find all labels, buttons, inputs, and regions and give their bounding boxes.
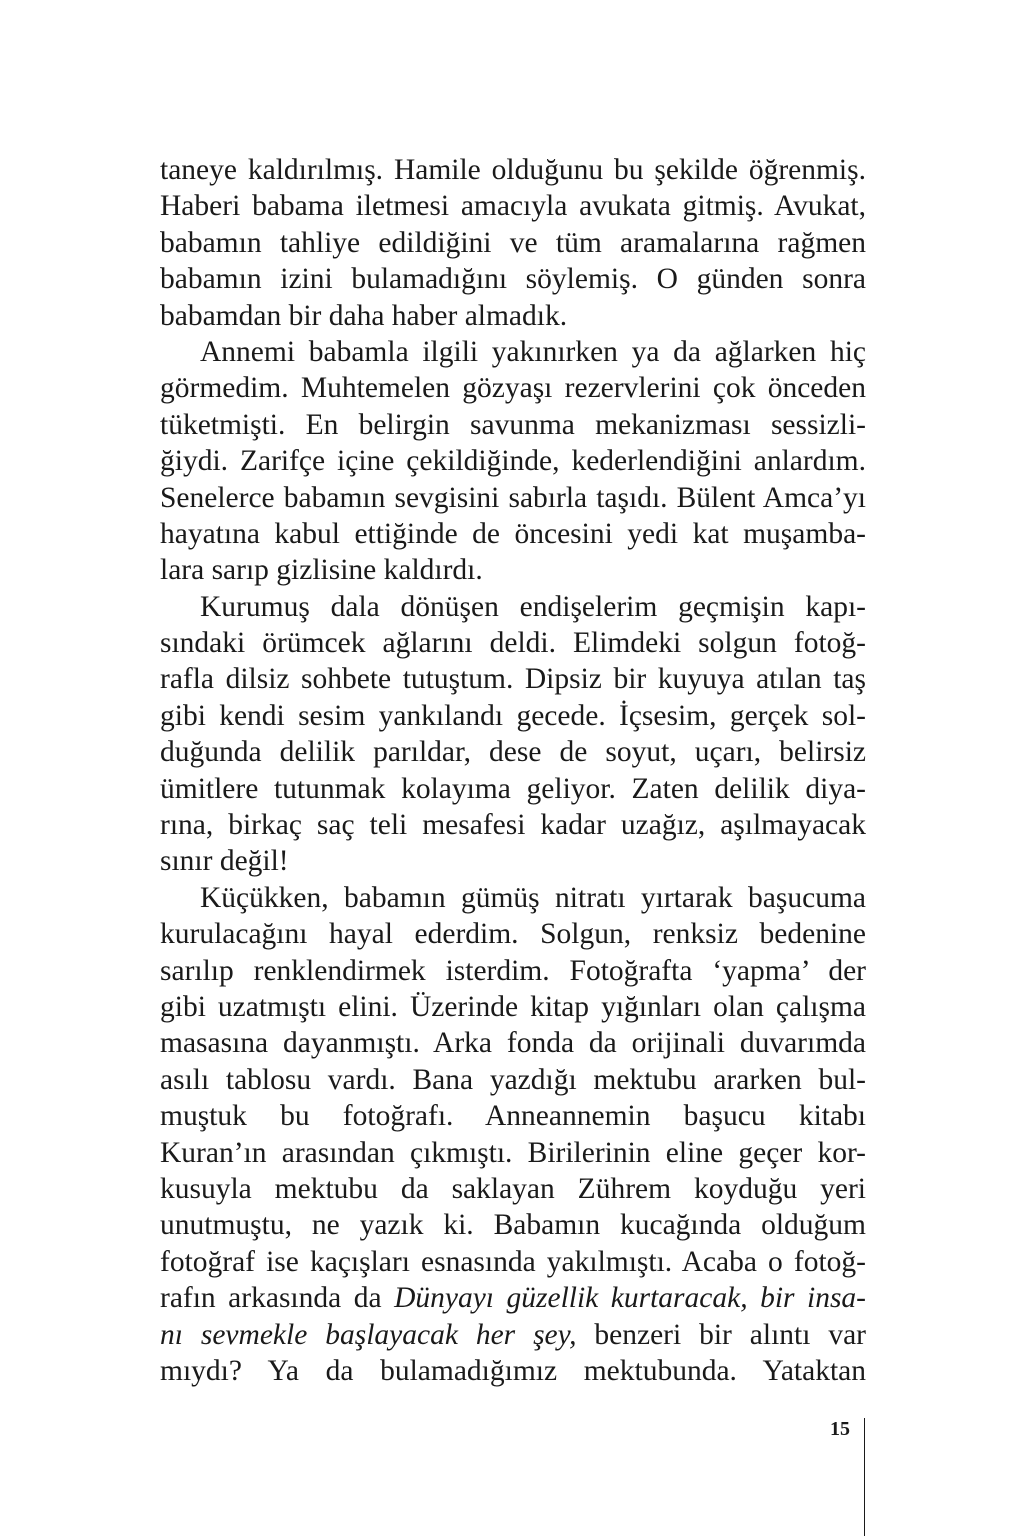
text-run: benzeri bir alıntı var xyxy=(576,1318,866,1351)
text-line: tüketmişti. En belirgin savunma mekanizması sessizli- xyxy=(160,408,866,441)
text-line: Senelerce babamın sevgisini sabırla taşıdı. Bülent Amca’yı xyxy=(160,481,866,514)
text-line xyxy=(160,1280,866,1316)
text-line: görmedim. Muhtemelen gözyaşı rezervlerini çok önceden xyxy=(160,372,866,405)
italic-quote: nı sevmekle başlayacak her şey, xyxy=(160,1318,577,1351)
text-line: Kuran’ın arasından çıkmıştı. Birilerinin eline geçer kor- xyxy=(160,1136,866,1169)
text-line: ümitlere tutunmak kolayıma geliyor. Zaten delilik diya- xyxy=(160,772,866,805)
text-line: babamın tahliye edildiğini ve tüm aramalarına rağmen xyxy=(160,226,866,259)
text-line: fotoğraf ise kaçışları esnasında yakılmıştı. Acaba o fotoğ- xyxy=(160,1245,866,1278)
text-line: Annemi babamla ilgili yakınırken ya da ağlarken hiç xyxy=(200,335,866,368)
text-line: Haberi babama iletmesi amacıyla avukata gitmiş. Avukat, xyxy=(160,190,866,223)
page-body-text xyxy=(160,152,866,1389)
text-line: Küçükken, babamın gümüş nitratı yırtarak başucuma xyxy=(200,881,866,914)
italic-quote: Dünyayı güzellik kurtaracak, bir insa- xyxy=(394,1282,866,1315)
text-line: taneye kaldırılmış. Hamile olduğunu bu şekilde öğrenmiş. xyxy=(160,154,866,186)
text-line: kusuyla mektubu da saklayan Zührem koyduğu yeri xyxy=(160,1172,866,1205)
text-line: rafla dilsiz sohbete tutuştum. Dipsiz bir kuyuya atılan taş xyxy=(160,663,866,696)
text-line: sınır değil! xyxy=(160,845,289,878)
text-line: gibi uzatmıştı elini. Üzerinde kitap yığınları olan çalışma xyxy=(160,990,866,1023)
page-number: 15 xyxy=(830,1418,850,1440)
text-line: kurulacağını hayal ederdim. Solgun, renksiz bedenine xyxy=(160,918,866,951)
text-line: sındaki örümcek ağlarını deldi. Elimdeki solgun fotoğ- xyxy=(160,627,866,660)
text-run: rafın arkasında da xyxy=(160,1282,395,1315)
text-line: babamın izini bulamadığını söylemiş. O günden sonra xyxy=(160,263,866,296)
text-line: Kurumuş dala dönüşen endişelerim geçmişin kapı- xyxy=(200,590,866,623)
text-line: unutmuştu, ne yazık ki. Babamın kucağında olduğum xyxy=(160,1209,866,1242)
text-line: sarılıp renklendirmek isterdim. Fotoğrafta ‘yapma’ der xyxy=(160,954,866,987)
text-line: masasına dayanmıştı. Arka fonda da orijinali duvarımda xyxy=(160,1027,866,1060)
text-line: muştuk bu fotoğrafı. Anneannemin başucu kitabı xyxy=(160,1100,866,1133)
text-line xyxy=(160,1317,866,1353)
margin-rule xyxy=(864,1418,865,1536)
text-line: lara sarıp gizlisine kaldırdı. xyxy=(160,554,483,587)
text-line: hayatına kabul ettiğinde de öncesini yedi kat muşamba- xyxy=(160,517,866,550)
text-line: duğunda delilik parıldar, dese de soyut, uçarı, belirsiz xyxy=(160,736,866,769)
text-line: babamdan bir daha haber almadık. xyxy=(160,299,568,332)
text-line: asılı tablosu vardı. Bana yazdığı mektubu ararken bul- xyxy=(160,1063,866,1096)
text-line: rına, birkaç saç teli mesafesi kadar uzağız, aşılmayacak xyxy=(160,809,866,842)
text-line: mıydı? Ya da bulamadığımız mektubunda. Yataktan xyxy=(160,1354,866,1387)
text-line: gibi kendi sesim yankılandı gecede. İçsesim, gerçek sol- xyxy=(160,699,866,732)
text-line: ğiydi. Zarifçe içine çekildiğinde, kederlendiğini anlardım. xyxy=(160,445,866,478)
